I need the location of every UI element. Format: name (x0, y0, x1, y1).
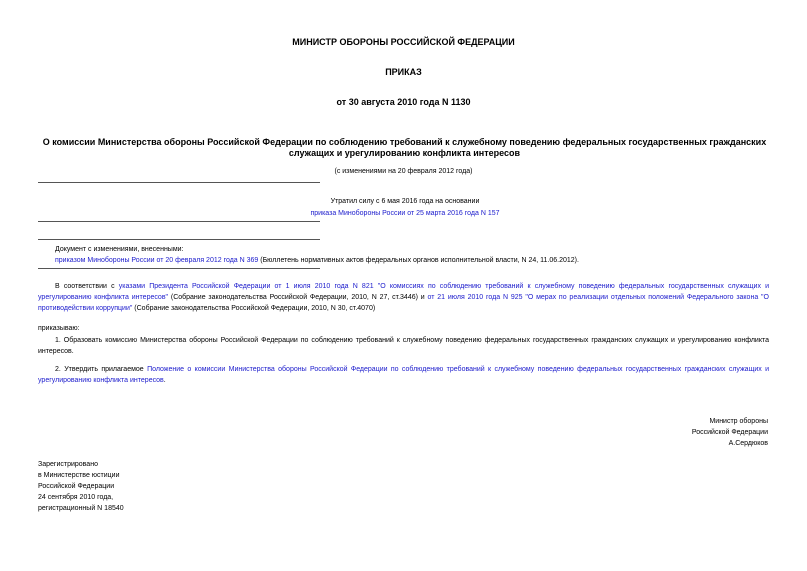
registration-number: регистрационный N 18540 (38, 505, 124, 512)
divider (38, 182, 320, 183)
registration-line: в Министерстве юстиции (38, 472, 120, 479)
registration-date: 24 сентября 2010 года, (38, 494, 114, 501)
order-item-2-end: . (163, 377, 166, 384)
repeal-order-link[interactable]: приказа Минобороны России от 25 марта 2016 года N 157 (310, 210, 500, 217)
amendments-note: (с изменениями на 20 февраля 2012 года) (334, 168, 473, 175)
decree-925-link[interactable]: от 21 июля 2010 года N 925 "О мерах по реализации отдельных положений Федерального закона "О противодействии коррупции" (38, 294, 769, 312)
amending-order-link[interactable]: приказом Минобороны России от 20 февраля 2012 года N 369 (55, 257, 259, 264)
decree-821-link[interactable]: указами Президента Российской Федерации от 1 июля 2010 года N 821 "О комиссиях по соблюдению требований к служебному поведению федеральных государственных служащих и урегулированию конфликта интересов" (38, 283, 770, 301)
order-item-2-text: 2. Утвердить прилагаемое (55, 366, 148, 373)
document-title: О комиссии Министерства обороны Российской Федерации по соблюдению требований к служебному поведению федеральных государственных гражданских служащих и урегулированию конфликта интересов (42, 137, 767, 158)
registration-block (38, 459, 124, 514)
repeal-notice (190, 196, 620, 220)
signer-name: А.Сердюков (728, 440, 768, 447)
repeal-notice-text: Утратил силу с 6 мая 2016 года на основании (330, 198, 480, 205)
divider (38, 239, 320, 240)
order-date-number: от 30 августа 2010 года N 1130 (336, 97, 471, 107)
preamble-text-2: (Собрание законодательства Российской Федерации, 2010, N 27, ст.3446) и (168, 294, 428, 301)
signature-block (692, 416, 768, 449)
preamble-paragraph (38, 281, 769, 314)
changes-line (55, 255, 775, 266)
changes-block (55, 244, 775, 266)
ministry-heading: МИНИСТР ОБОРОНЫ РОССИЙСКОЙ ФЕДЕРАЦИИ (292, 37, 515, 47)
orders-label: приказываю: (38, 325, 80, 332)
signer-position-1: Министр обороны (709, 418, 768, 425)
signer-position-2: Российской Федерации (691, 429, 768, 436)
changes-source: (Бюллетень нормативных актов федеральных органов исполнительной власти, N 24, 11.06.2012). (258, 257, 579, 264)
order-heading: ПРИКАЗ (385, 67, 422, 77)
preamble-text-1: В соответствии с (55, 283, 119, 290)
changes-label: Документ с изменениями, внесенными: (55, 246, 184, 253)
order-item-1: 1. Образовать комиссию Министерства обороны Российской Федерации по соблюдению требований к служебному поведению федеральных государственных гражданских служащих и урегулированию конфликта интересов. (38, 337, 769, 355)
divider (38, 221, 320, 222)
divider (38, 268, 320, 269)
registration-line: Российской Федерации (38, 483, 115, 490)
regulation-link[interactable]: Положение о комиссии Министерства обороны Российской Федерации по соблюдению требований к служебному поведению федеральных государственных гражданских служащих и урегулированию конфликта интересов (38, 366, 770, 384)
preamble-text-3: (Собрание законодательства Российской Федерации, 2010, N 30, ст.4070) (132, 305, 376, 312)
registration-line: Зарегистрировано (38, 461, 98, 468)
order-item-2 (38, 364, 769, 386)
